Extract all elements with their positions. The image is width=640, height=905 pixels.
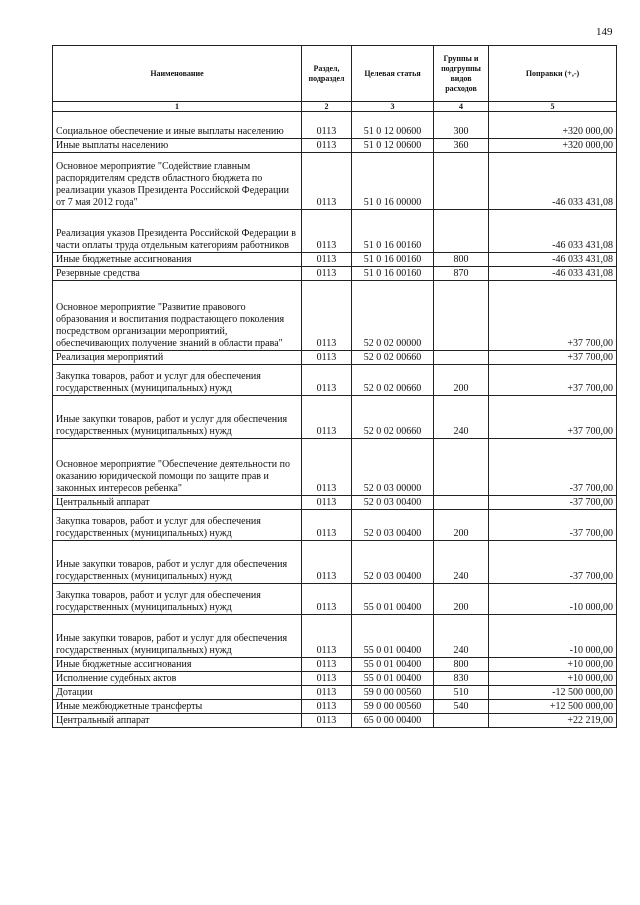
cell-article: 59 0 00 00560 <box>352 700 434 714</box>
cell-amount: +37 700,00 <box>489 351 617 365</box>
cell-section: 0113 <box>302 714 352 728</box>
cell-article: 51 0 12 00600 <box>352 139 434 153</box>
cell-name: Иные выплаты населению <box>53 139 302 153</box>
cell-name: Социальное обеспечение и иные выплаты населению <box>53 112 302 139</box>
cell-amount: -12 500 000,00 <box>489 686 617 700</box>
header-name: Наименование <box>53 46 302 102</box>
table-row <box>53 686 617 700</box>
table-row <box>53 541 617 584</box>
column-number: 4 <box>434 102 489 112</box>
cell-name: Иные межбюджетные трансферты <box>53 700 302 714</box>
cell-name: Реализация мероприятий <box>53 351 302 365</box>
cell-name: Иные закупки товаров, работ и услуг для обеспечения государственных (муниципальных) нужд <box>53 541 302 584</box>
cell-section: 0113 <box>302 210 352 253</box>
cell-section: 0113 <box>302 281 352 351</box>
cell-section: 0113 <box>302 686 352 700</box>
column-number: 3 <box>352 102 434 112</box>
cell-amount: +22 219,00 <box>489 714 617 728</box>
page-number: 149 <box>596 26 613 38</box>
cell-amount: +320 000,00 <box>489 112 617 139</box>
cell-name: Основное мероприятие "Развитие правового образования и воспитания подрастающего поколения посредством организации мероприятий, обеспечивающих получение знаний в области права" <box>53 281 302 351</box>
cell-group: 240 <box>434 615 489 658</box>
cell-name: Дотации <box>53 686 302 700</box>
table-row <box>53 700 617 714</box>
cell-name: Основное мероприятие "Обеспечение деятельности по оказанию юридической помощи по защите прав и законных интересов ребенка" <box>53 439 302 496</box>
cell-amount: +10 000,00 <box>489 658 617 672</box>
header-article: Целевая статья <box>352 46 434 102</box>
cell-name: Резервные средства <box>53 267 302 281</box>
cell-article: 55 0 01 00400 <box>352 615 434 658</box>
cell-section: 0113 <box>302 541 352 584</box>
header-amount: Поправки (+,-) <box>489 46 617 102</box>
cell-article: 55 0 01 00400 <box>352 658 434 672</box>
cell-article: 51 0 16 00160 <box>352 253 434 267</box>
cell-section: 0113 <box>302 700 352 714</box>
cell-group: 800 <box>434 658 489 672</box>
cell-section: 0113 <box>302 139 352 153</box>
cell-name: Закупка товаров, работ и услуг для обеспечения государственных (муниципальных) нужд <box>53 584 302 615</box>
cell-amount: +37 700,00 <box>489 281 617 351</box>
cell-amount: -10 000,00 <box>489 615 617 658</box>
cell-article: 65 0 00 00400 <box>352 714 434 728</box>
cell-group <box>434 714 489 728</box>
table-row <box>53 496 617 510</box>
table-row <box>53 281 617 351</box>
table-row <box>53 351 617 365</box>
cell-section: 0113 <box>302 439 352 496</box>
table-row <box>53 658 617 672</box>
cell-amount: -46 033 431,08 <box>489 253 617 267</box>
table-row <box>53 615 617 658</box>
cell-article: 55 0 01 00400 <box>352 672 434 686</box>
cell-group <box>434 351 489 365</box>
table-row <box>53 153 617 210</box>
cell-group: 830 <box>434 672 489 686</box>
table-row <box>53 365 617 396</box>
cell-group: 300 <box>434 112 489 139</box>
table-row <box>53 439 617 496</box>
cell-amount: +320 000,00 <box>489 139 617 153</box>
table-row <box>53 510 617 541</box>
cell-article: 52 0 03 00400 <box>352 496 434 510</box>
cell-name: Основное мероприятие "Содействие главным распорядителям средств областного бюджета по реализации указов Президента Российской Федерации от 7 мая 2012 года" <box>53 153 302 210</box>
cell-section: 0113 <box>302 365 352 396</box>
header-section: Раздел, подраздел <box>302 46 352 102</box>
column-number-row <box>53 102 617 112</box>
cell-section: 0113 <box>302 496 352 510</box>
cell-amount: -46 033 431,08 <box>489 267 617 281</box>
cell-name: Центральный аппарат <box>53 714 302 728</box>
cell-name: Закупка товаров, работ и услуг для обеспечения государственных (муниципальных) нужд <box>53 365 302 396</box>
column-number: 2 <box>302 102 352 112</box>
cell-group: 200 <box>434 510 489 541</box>
table-row <box>53 584 617 615</box>
cell-article: 51 0 12 00600 <box>352 112 434 139</box>
cell-section: 0113 <box>302 351 352 365</box>
cell-amount: -37 700,00 <box>489 496 617 510</box>
cell-name: Иные закупки товаров, работ и услуг для обеспечения государственных (муниципальных) нужд <box>53 396 302 439</box>
cell-section: 0113 <box>302 112 352 139</box>
cell-name: Иные бюджетные ассигнования <box>53 253 302 267</box>
cell-name: Закупка товаров, работ и услуг для обеспечения государственных (муниципальных) нужд <box>53 510 302 541</box>
cell-section: 0113 <box>302 615 352 658</box>
table-row <box>53 112 617 139</box>
header-group: Группы и подгруппы видов расходов <box>434 46 489 102</box>
cell-group: 240 <box>434 541 489 584</box>
table-body <box>53 112 617 728</box>
table-header-row <box>53 46 617 102</box>
cell-section: 0113 <box>302 396 352 439</box>
table-row <box>53 714 617 728</box>
cell-group: 510 <box>434 686 489 700</box>
cell-amount: +37 700,00 <box>489 396 617 439</box>
cell-name: Исполнение судебных актов <box>53 672 302 686</box>
table-row <box>53 210 617 253</box>
cell-article: 52 0 02 00660 <box>352 351 434 365</box>
budget-amendments-table <box>52 45 617 728</box>
cell-amount: +12 500 000,00 <box>489 700 617 714</box>
cell-article: 52 0 03 00400 <box>352 541 434 584</box>
table-row <box>53 396 617 439</box>
cell-section: 0113 <box>302 267 352 281</box>
cell-group: 540 <box>434 700 489 714</box>
cell-group: 200 <box>434 365 489 396</box>
cell-name: Иные бюджетные ассигнования <box>53 658 302 672</box>
cell-article: 51 0 16 00000 <box>352 153 434 210</box>
cell-amount: -37 700,00 <box>489 510 617 541</box>
cell-group <box>434 153 489 210</box>
cell-article: 52 0 03 00400 <box>352 510 434 541</box>
cell-amount: -46 033 431,08 <box>489 153 617 210</box>
cell-amount: -37 700,00 <box>489 541 617 584</box>
cell-amount: -10 000,00 <box>489 584 617 615</box>
cell-section: 0113 <box>302 658 352 672</box>
cell-amount: -37 700,00 <box>489 439 617 496</box>
cell-group: 800 <box>434 253 489 267</box>
table-row <box>53 672 617 686</box>
cell-article: 55 0 01 00400 <box>352 584 434 615</box>
cell-group: 240 <box>434 396 489 439</box>
cell-name: Реализация указов Президента Российской Федерации в части оплаты труда отдельным категориям работников <box>53 210 302 253</box>
cell-article: 52 0 02 00660 <box>352 396 434 439</box>
cell-name: Центральный аппарат <box>53 496 302 510</box>
cell-section: 0113 <box>302 253 352 267</box>
cell-group: 200 <box>434 584 489 615</box>
table-row <box>53 267 617 281</box>
cell-section: 0113 <box>302 153 352 210</box>
cell-article: 52 0 02 00000 <box>352 281 434 351</box>
cell-group <box>434 210 489 253</box>
column-number: 5 <box>489 102 617 112</box>
cell-article: 51 0 16 00160 <box>352 267 434 281</box>
cell-amount: +37 700,00 <box>489 365 617 396</box>
cell-name: Иные закупки товаров, работ и услуг для обеспечения государственных (муниципальных) нужд <box>53 615 302 658</box>
cell-group <box>434 439 489 496</box>
cell-article: 59 0 00 00560 <box>352 686 434 700</box>
cell-group <box>434 496 489 510</box>
cell-section: 0113 <box>302 672 352 686</box>
table-row <box>53 139 617 153</box>
cell-article: 52 0 02 00660 <box>352 365 434 396</box>
cell-amount: +10 000,00 <box>489 672 617 686</box>
table-row <box>53 253 617 267</box>
cell-group <box>434 281 489 351</box>
cell-group: 870 <box>434 267 489 281</box>
cell-group: 360 <box>434 139 489 153</box>
cell-article: 52 0 03 00000 <box>352 439 434 496</box>
cell-amount: -46 033 431,08 <box>489 210 617 253</box>
cell-article: 51 0 16 00160 <box>352 210 434 253</box>
column-number: 1 <box>53 102 302 112</box>
cell-section: 0113 <box>302 510 352 541</box>
cell-section: 0113 <box>302 584 352 615</box>
